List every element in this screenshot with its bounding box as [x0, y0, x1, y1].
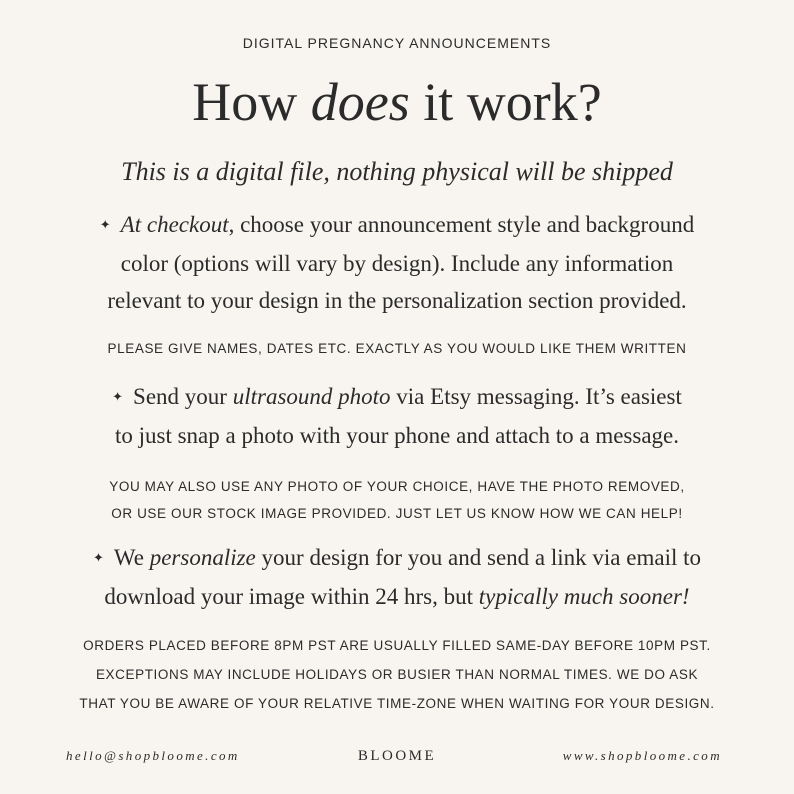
footer-brand: BLOOME	[357, 748, 437, 764]
note-order-timing	[0, 631, 794, 718]
kicker-heading: DIGITAL PREGNANCY ANNOUNCEMENTS	[242, 35, 552, 51]
step-personalize-emphasis: personalize	[149, 545, 256, 570]
note-photo-options	[0, 473, 794, 527]
step-personalize-line-1	[0, 539, 794, 578]
step-photo-emphasis: ultrasound photo	[232, 384, 391, 409]
step-personalize	[0, 539, 794, 615]
note-photo-line-1: YOU MAY ALSO USE ANY PHOTO OF YOUR CHOICE, HAVE THE PHOTO REMOVED,	[109, 479, 685, 494]
step-personalize-line-2	[0, 578, 794, 615]
note-timing-line-1: ORDERS PLACED BEFORE 8PM PST ARE USUALLY FILLED SAME-DAY BEFORE 10PM PST.	[83, 638, 711, 653]
step-personalize-post: your design for you and send a link via email to	[255, 545, 701, 570]
step-checkout	[0, 206, 794, 319]
step-personalize-pre: We	[113, 545, 150, 570]
step-photo-line-2: to just snap a photo with your phone and attach to a message.	[114, 423, 680, 449]
note-timing-line-3: THAT YOU BE AWARE OF YOUR RELATIVE TIME-ZONE WHEN WAITING FOR YOUR DESIGN.	[79, 696, 715, 711]
step-photo-post: via Etsy messaging. It’s easiest	[390, 384, 682, 409]
footer-email: hello@shopbloome.com	[66, 748, 240, 763]
sparkle-icon: ✦	[92, 550, 104, 566]
step-personalize-line-2-emphasis: typically much sooner!	[478, 584, 690, 610]
title-post: it work?	[409, 72, 602, 132]
step-photo-line-1	[0, 378, 794, 417]
note-photo-line-2: OR USE OUR STOCK IMAGE PROVIDED. JUST LET US KNOW HOW WE CAN HELP!	[111, 506, 683, 521]
title-pre: How	[192, 72, 311, 132]
subtitle: This is a digital file, nothing physical will be shipped	[121, 157, 673, 186]
step-checkout-text: , choose your announcement style and background	[228, 212, 695, 237]
step-checkout-line-3: relevant to your design in the personalization section provided.	[107, 288, 687, 314]
title-emphasis: does	[310, 72, 410, 132]
page-title	[0, 72, 794, 132]
step-photo-pre: Send your	[133, 384, 233, 409]
step-checkout-emphasis: At checkout	[120, 212, 229, 237]
step-checkout-line-1	[0, 206, 794, 245]
sparkle-icon: ✦	[99, 217, 111, 233]
footer-website: www.shopbloome.com	[562, 748, 722, 763]
step-checkout-line-2: color (options will vary by design). Include any information	[120, 251, 674, 277]
step-personalize-line-2-pre: download your image within 24 hrs, but	[104, 584, 479, 610]
note-names-dates: PLEASE GIVE NAMES, DATES ETC. EXACTLY AS YOU WOULD LIKE THEM WRITTEN	[107, 341, 687, 356]
note-timing-line-2: EXCEPTIONS MAY INCLUDE HOLIDAYS OR BUSIER THAN NORMAL TIMES. WE DO ASK	[95, 667, 699, 682]
sparkle-icon: ✦	[112, 389, 124, 405]
step-photo	[0, 378, 794, 454]
